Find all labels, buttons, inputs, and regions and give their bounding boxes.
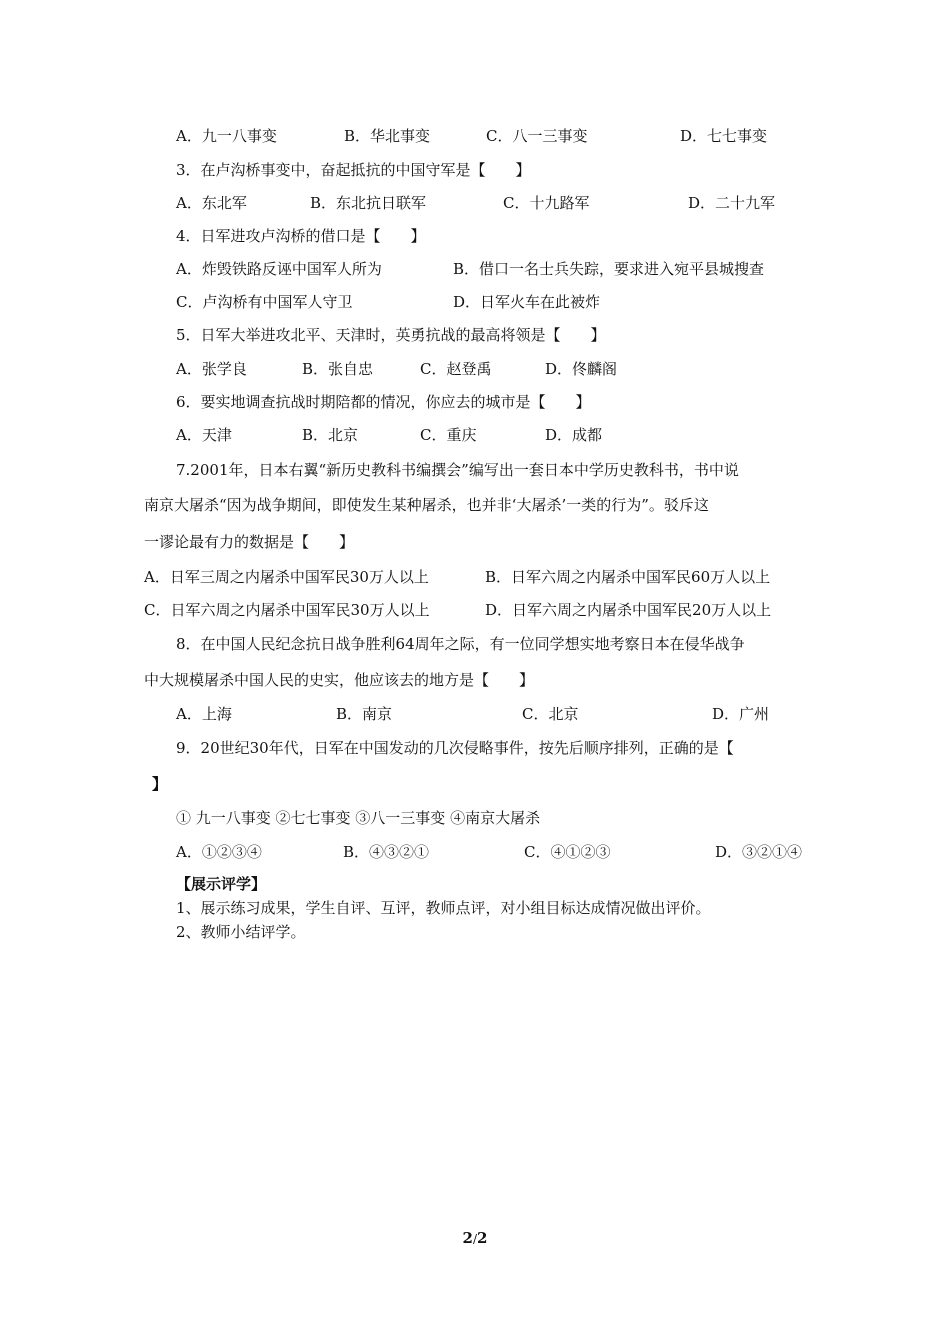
q3-option-b: B．东北抗日联军 bbox=[310, 194, 427, 212]
q9-stem-line2: 】 bbox=[152, 775, 168, 793]
q7-stem-line3: 一谬论最有力的数据是【 】 bbox=[144, 533, 355, 551]
q7-option-d: D．日军六周之内屠杀中国军民20万人以上 bbox=[485, 601, 772, 619]
q9-option-a: A．①②③④ bbox=[176, 843, 262, 861]
review-item-2: 2、教师小结评学。 bbox=[176, 923, 306, 941]
q4-option-a: A．炸毁铁路反诬中国军人所为 bbox=[176, 260, 382, 278]
q5-option-c: C．赵登禹 bbox=[420, 360, 492, 378]
q3-option-c: C．十九路军 bbox=[503, 194, 590, 212]
q4-option-b: B．借口一名士兵失踪，要求进入宛平县城搜查 bbox=[453, 260, 765, 278]
q7-stem-line2: 南京大屠杀“因为战争期间，即使发生某种屠杀，也并非‘大屠杀’一类的行为”。驳斥这 bbox=[144, 496, 709, 514]
q5-stem: 5．日军大举进攻北平、天津时，英勇抗战的最高将领是【 】 bbox=[176, 326, 606, 344]
q8-option-d: D．广州 bbox=[712, 705, 770, 723]
page-current: 2 bbox=[462, 1229, 473, 1247]
q5-option-a: A．张学良 bbox=[176, 360, 247, 378]
q8-stem-line1: 8．在中国人民纪念抗日战争胜利64周年之际，有一位同学想实地考察日本在侵华战争 bbox=[176, 635, 745, 653]
review-heading: 【展示评学】 bbox=[176, 875, 267, 893]
q2-option-a: A．九一八事变 bbox=[176, 127, 277, 145]
q3-option-d: D．二十九军 bbox=[688, 194, 776, 212]
q9-stem-line1: 9．20世纪30年代，日军在中国发动的几次侵略事件，按先后顺序排列，正确的是【 bbox=[176, 739, 734, 757]
q5-option-b: B．张自忠 bbox=[302, 360, 374, 378]
q2-option-b: B．华北事变 bbox=[344, 127, 431, 145]
page-total: 2 bbox=[477, 1229, 488, 1247]
q2-option-c: C．八一三事变 bbox=[486, 127, 588, 145]
q4-stem: 4．日军进攻卢沟桥的借口是【 】 bbox=[176, 227, 426, 245]
q6-option-d: D．成都 bbox=[545, 426, 603, 444]
q8-stem-line2: 中大规模屠杀中国人民的史实，他应该去的地方是【 】 bbox=[144, 671, 535, 689]
q3-stem: 3．在卢沟桥事变中，奋起抵抗的中国守军是【 】 bbox=[176, 161, 531, 179]
q3-option-a: A．东北军 bbox=[176, 194, 247, 212]
q2-option-d: D．七七事变 bbox=[680, 127, 768, 145]
q4-option-c: C．卢沟桥有中国军人守卫 bbox=[176, 293, 353, 311]
q7-stem-line1: 7.2001年，日本右翼“新历史教科书编撰会”编写出一套日本中学历史教科书，书中说 bbox=[176, 461, 739, 479]
q6-option-c: C．重庆 bbox=[420, 426, 477, 444]
page-number bbox=[0, 1229, 950, 1247]
q6-stem: 6．要实地调查抗战时期陪都的情况，你应去的城市是【 】 bbox=[176, 393, 591, 411]
q6-option-a: A．天津 bbox=[176, 426, 232, 444]
q7-option-c: C．日军六周之内屠杀中国军民30万人以上 bbox=[144, 601, 430, 619]
q9-events: ① 九一八事变 ②七七事变 ③八一三事变 ④南京大屠杀 bbox=[176, 809, 541, 827]
q4-option-d: D．日军火车在此被炸 bbox=[453, 293, 601, 311]
q9-option-c: C．④①②③ bbox=[524, 843, 611, 861]
q8-option-a: A．上海 bbox=[176, 705, 232, 723]
q7-option-b: B．日军六周之内屠杀中国军民60万人以上 bbox=[485, 568, 771, 586]
q9-option-b: B．④③②① bbox=[343, 843, 430, 861]
q6-option-b: B．北京 bbox=[302, 426, 359, 444]
q9-option-d: D．③②①④ bbox=[715, 843, 803, 861]
q7-option-a: A．日军三周之内屠杀中国军民30万人以上 bbox=[144, 568, 429, 586]
q8-option-b: B．南京 bbox=[336, 705, 393, 723]
q5-option-d: D．佟麟阁 bbox=[545, 360, 618, 378]
q8-option-c: C．北京 bbox=[522, 705, 579, 723]
review-item-1: 1、展示练习成果，学生自评、互评，教师点评，对小组目标达成情况做出评价。 bbox=[176, 899, 711, 917]
page-separator: / bbox=[472, 1232, 478, 1246]
